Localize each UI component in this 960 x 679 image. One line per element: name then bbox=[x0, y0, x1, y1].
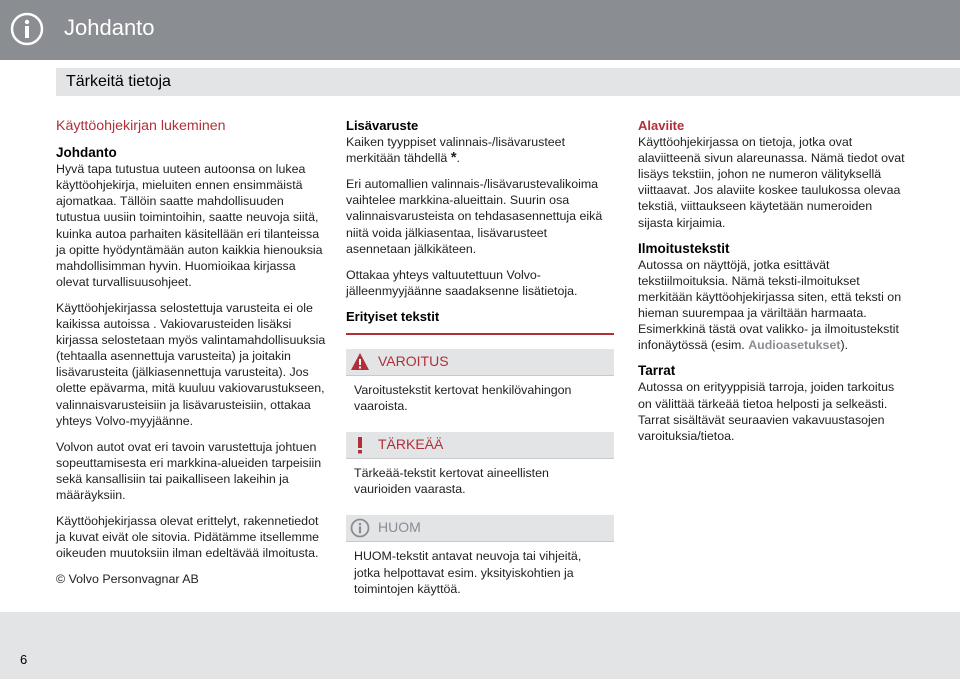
heading-accessory: Lisävaruste bbox=[346, 118, 419, 133]
divider-red bbox=[346, 333, 614, 335]
copyright-text: © Volvo Personvagnar AB bbox=[56, 572, 199, 587]
heading-notification-texts: Ilmoitustekstit bbox=[638, 240, 730, 256]
paragraph-intro: Hyvä tapa tutustua uuteen autoonsa on lukea käyttöohjekirja, mieluiten ennen ensimmäistä ajomatkaa. Tällöin saatte mahdollisuuden tutustua uusiin toimintoihin, saatte neuvoja siitä, kuinka autoa parhaiten käsitellään eri tilanteissa ja opitte hyödyntämään auton kaikkia hienouksia mahdollisimman hyvin. Huomioikaa kirjassa olevat turvallisuusohjeet. bbox=[56, 162, 323, 289]
paragraph-specifications: Käyttöohjekirjassa olevat erittelyt, rakennetiedot ja kuvat eivät ole sitovia. Pidätämme itsellemme oikeuden muutoksiin ilman edeltävää ilmoitusta. bbox=[56, 514, 320, 561]
exclamation-icon bbox=[350, 435, 370, 455]
warning-triangle-icon bbox=[350, 352, 370, 372]
accessory-marking-text: Kaiken tyyppiset valinnais-/lisävarusteet merkitään tähdellä bbox=[346, 135, 566, 166]
note-notice bbox=[346, 515, 614, 602]
warning-body: Varoitustekstit kertovat henkilövahingon vaaroista. bbox=[346, 376, 614, 420]
warning-notice-bar bbox=[346, 349, 614, 376]
important-body: Tärkeää-tekstit kertovat aineellisten vaurioiden vaarasta. bbox=[346, 459, 614, 503]
notification-text-after: ). bbox=[840, 338, 849, 353]
paragraph-accessory-range: Eri automallien valinnais-/lisävarustevalikoima vaihtelee markkina-alueittain. Suurin osa valinnaisvarusteista on tehdasasennettuja eikä niitä voida jälkiasentaa, lisävarusteet asennetaan jälkikäteen. bbox=[346, 177, 603, 256]
section-bar bbox=[56, 68, 960, 96]
note-body: HUOM-tekstit antavat neuvoja tai vihjeitä, jotka helpottavat esim. yksityiskohtien ja toimintojen käyttöä. bbox=[346, 542, 614, 602]
audio-settings-highlight: Audioasetukset bbox=[748, 338, 841, 353]
subheading-introduction: Johdanto bbox=[56, 145, 117, 161]
sentence-end: . bbox=[456, 151, 460, 166]
paragraph-notification-texts bbox=[638, 257, 908, 354]
page-number: 6 bbox=[20, 652, 28, 667]
paragraph-accessory-marking bbox=[346, 134, 614, 166]
note-title: HUOM bbox=[378, 519, 421, 536]
info-circle-icon bbox=[350, 518, 370, 538]
paragraph-labels: Autossa on erityyppisiä tarroja, joiden tarkoitus on välittää tärkeää tietoa helposti ja selkeästi. Tarrat sisältävät seuraavien vakavuustasojen varoituksia/tietoa. bbox=[638, 380, 895, 443]
important-title: TÄRKEÄÄ bbox=[378, 436, 444, 453]
warning-notice bbox=[346, 349, 614, 420]
heading-footnote: Alaviite bbox=[638, 118, 685, 133]
asterisk-marker: * bbox=[450, 149, 457, 167]
important-notice-bar bbox=[346, 432, 614, 459]
note-notice-bar bbox=[346, 515, 614, 542]
heading-reading-manual: Käyttöohjekirjan lukeminen bbox=[56, 118, 226, 134]
chapter-title: Johdanto bbox=[64, 15, 155, 40]
page-footer bbox=[0, 612, 960, 679]
column-1 bbox=[56, 118, 326, 597]
paragraph-accessory-contact: Ottakaa yhteys valtuutettuun Volvo-jälleenmyyjäänne saadaksenne lisätietoja. bbox=[346, 267, 578, 298]
heading-special-texts: Erityiset tekstit bbox=[346, 308, 440, 324]
info-icon bbox=[10, 12, 44, 46]
notification-text-before: Autossa on näyttöjä, jotka esittävät tekstiilmoituksia. Nämä teksti-ilmoitukset merkitään käyttöohjekirjassa siten, että teksti on hieman suurempaa ja väriltään harmaata. Esimerkkinä tästä ovat valikko- ja ilmoitustekstit infonäytössä (esim. bbox=[638, 257, 902, 353]
chapter-header bbox=[0, 0, 960, 60]
paragraph-markets: Volvon autot ovat eri tavoin varustettuja johtuen sopeuttamisesta eri markkina-alueiden tarpeisiin sekä kansallisiin tai paikalliseen lakeihin ja määräyksiin. bbox=[56, 439, 322, 502]
paragraph-footnote: Käyttöohjekirjassa on tietoja, jotka ovat alaviitteenä sivun alareunassa. Nämä tiedot ovat lisäys tekstiin, johon ne numeron välityksellä viittaavat. Jos alaviite koskee taulukossa olevaa tekstiä, viittaukseen käytetään numeroiden sijasta kirjaimia. bbox=[638, 135, 905, 230]
section-title: Tärkeitä tietoja bbox=[66, 73, 171, 90]
warning-title: VAROITUS bbox=[378, 353, 449, 370]
column-3 bbox=[638, 118, 908, 454]
paragraph-equipment: Käyttöohjekirjassa selostettuja varusteita ei ole kaikissa autoissa . Vakiovarusteiden lisäksi kirjassa selostetaan myös valintamahdollisuuksia (tehtaalla asennettuja varusteita) ja joitakin lisävarusteita (jälkiasennettuja varusteita). Jos olette epävarma, mitä kuuluu vakiovarustukseen, valinnaisvarusteisiin ja lisävarusteisiin, ottakaa yhteys Volvo-myyjäänne. bbox=[56, 300, 326, 428]
heading-labels: Tarrat bbox=[638, 363, 676, 379]
important-notice bbox=[346, 432, 614, 503]
column-2 bbox=[346, 118, 614, 615]
